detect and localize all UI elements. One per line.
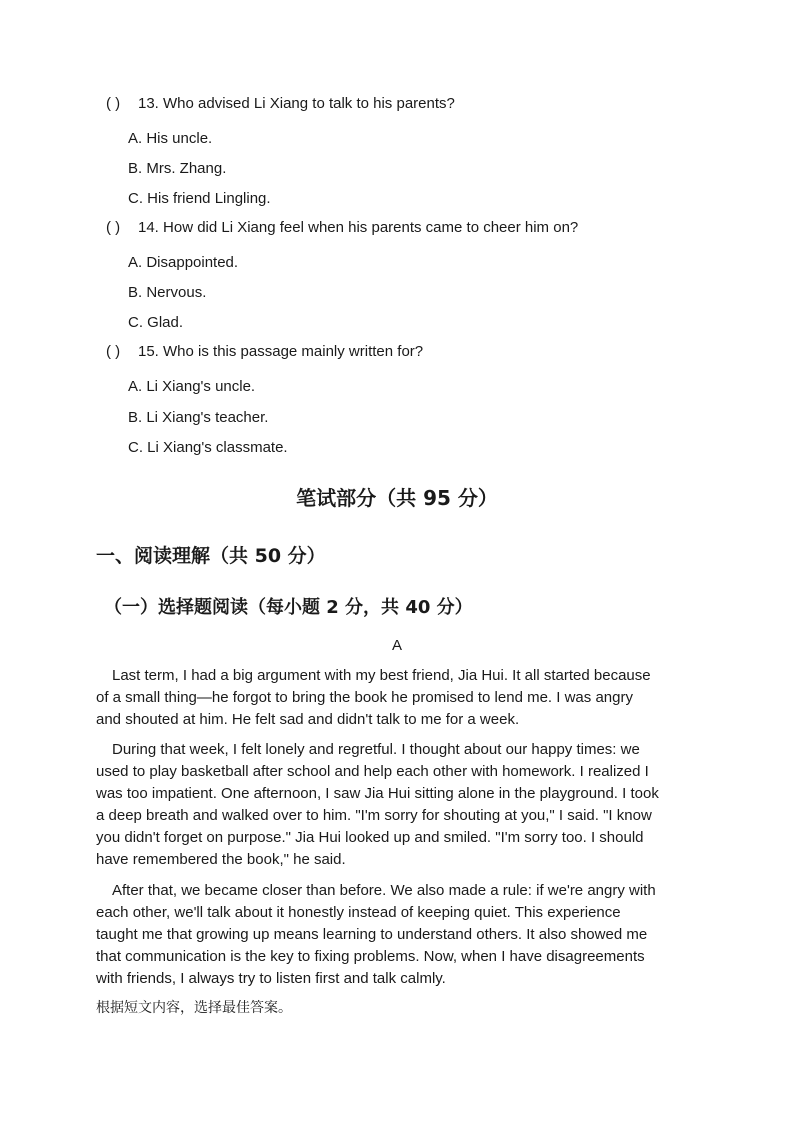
paragraph-3 [96,880,700,990]
instruction-text: 根据短文内容，选择最佳答案。 [96,1000,292,1016]
question-text: 15. Who is this passage mainly written for? [138,343,424,360]
paragraph-line: used to play basketball after school and help each other with homework. I realized I [96,763,649,780]
option-c: C. Li Xiang's classmate. [128,439,288,456]
passage-label: A [391,637,402,654]
paragraph-line: with friends, I always try to listen first and talk calmly. [96,970,446,987]
option-a: A. Li Xiang's uncle. [128,378,256,395]
paragraph-line: a deep breath and walked over to him. "I'm sorry for shouting at you," I said. "I know [96,807,652,824]
question-text: 13. Who advised Li Xiang to talk to his parents? [138,95,455,112]
question-15 [106,343,423,360]
answer-blank[interactable]: ( ) [106,343,121,360]
paragraph-line: you didn't forget on purpose." Jia Hui looked up and smiled. "I'm sorry too. I should [96,829,644,846]
paragraph-line: taught me that growing up means learning to understand others. It also showed me [96,926,648,943]
option-a: A. Disappointed. [128,254,239,271]
option-b: B. Nervous. [128,284,207,301]
question-13 [106,95,455,112]
option-c: C. Glad. [128,314,184,331]
option-a: A. His uncle. [128,130,213,147]
option-b: B. Li Xiang's teacher. [128,409,269,426]
paragraph-line: Last term, I had a big argument with my best friend, Jia Hui. It all started because [112,667,651,684]
paragraph-line: was too impatient. One afternoon, I saw Jia Hui sitting alone in the playground. I took [96,785,659,802]
paragraph-line: During that week, I felt lonely and regretful. I thought about our happy times: we [112,741,640,758]
question-text: 14. How did Li Xiang feel when his parents came to cheer him on? [138,219,579,236]
sub-section-title: （一）选择题阅读（每小题 2 分，共 40 分） [104,597,473,618]
paragraph-line: each other, we'll talk about it honestly instead of keeping quiet. This experience [96,904,621,921]
paragraph-line: of a small thing—he forgot to bring the book he promised to lend me. I was angry [96,689,633,706]
paragraph-line: have remembered the book," he said. [96,851,346,868]
paragraph-1 [96,665,700,731]
part-one-title: 一、阅读理解（共 50 分） [96,545,326,567]
paragraph-line: After that, we became closer than before. We also made a rule: if we're angry with [112,882,656,899]
option-c: C. His friend Lingling. [128,190,271,207]
answer-blank[interactable]: ( ) [106,219,121,236]
section-title: 笔试部分（共 95 分） [296,486,498,510]
paragraph-line: and shouted at him. He felt sad and didn't talk to me for a week. [96,711,520,728]
option-b: B. Mrs. Zhang. [128,160,227,177]
question-14 [106,219,578,236]
paragraph-2 [96,739,700,871]
answer-blank[interactable]: ( ) [106,95,121,112]
paragraph-line: that communication is the key to fixing problems. Now, when I have disagreements [96,948,645,965]
